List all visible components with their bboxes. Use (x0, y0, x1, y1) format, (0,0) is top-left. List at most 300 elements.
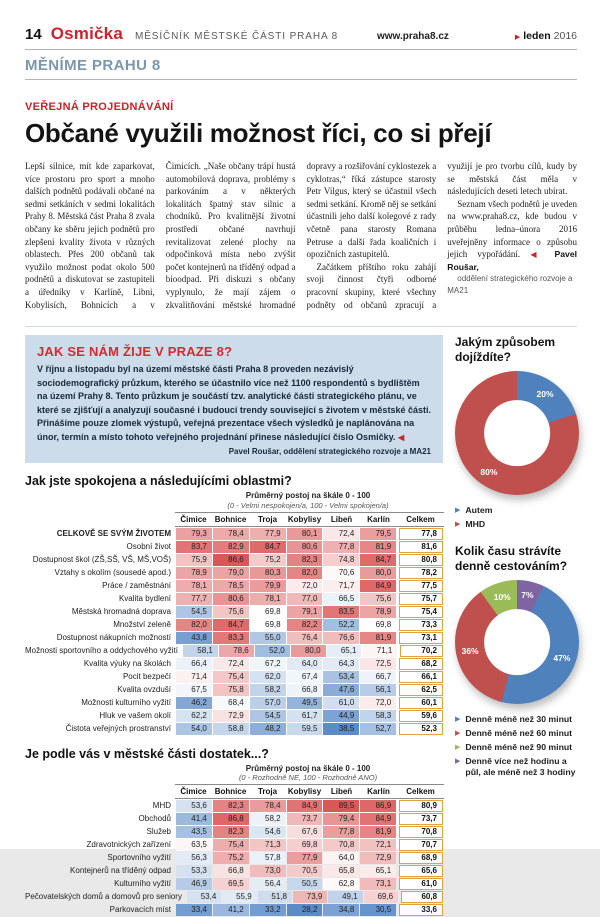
table-row (25, 800, 443, 813)
row-label: Parkovacích míst (109, 905, 171, 915)
row-label: Pečovatelských domů a domovů pro seniory (25, 892, 182, 902)
legend-marker-icon: ▶ (455, 730, 461, 737)
legend-label: Denně méně než 90 minut (465, 742, 573, 752)
value-cell: 44,9 (323, 710, 359, 722)
value-cell: 77,0 (287, 593, 323, 605)
column-header: Troja (257, 787, 278, 797)
total-cell: 77,5 (399, 580, 443, 592)
total-cell: 75,7 (399, 593, 443, 605)
value-cell: 80,3 (250, 567, 286, 579)
total-cell: 73,3 (399, 619, 443, 631)
value-cell: 84,7 (250, 541, 286, 553)
total-cell: 81,6 (399, 541, 443, 553)
value-cell: 71,4 (176, 671, 212, 683)
legend-item (455, 742, 577, 753)
sufficiency-table-heading: Je podle vás v městské části dostatek...? (25, 746, 269, 761)
legend-marker-icon: ▶ (455, 744, 461, 751)
row-label: Dostupnost nákupních možností (56, 632, 171, 642)
value-cell: 64,0 (323, 852, 359, 864)
value-cell: 72,0 (287, 580, 323, 592)
value-cell: 49,5 (287, 697, 323, 709)
value-cell: 75,6 (360, 593, 396, 605)
value-cell: 53,4 (323, 671, 359, 683)
row-label: Kvalita bydlení (118, 593, 171, 603)
table-row (25, 852, 443, 865)
legend-item (455, 728, 577, 739)
value-cell: 80,1 (287, 528, 323, 540)
value-cell: 79,1 (287, 606, 323, 618)
donut-hole (484, 609, 550, 675)
total-cell: 68,9 (399, 852, 443, 864)
commute-donut-chart (455, 371, 579, 495)
value-cell: 56,3 (176, 852, 212, 864)
value-cell: 58,1 (183, 645, 218, 657)
value-cell: 33,2 (250, 904, 286, 916)
article-paragraph (447, 198, 577, 296)
masthead-right (377, 30, 577, 42)
table-row (25, 697, 443, 710)
value-cell: 48,2 (250, 723, 286, 735)
value-cell: 79,4 (323, 813, 359, 825)
table-header-cells (175, 512, 444, 527)
infobox-title: JAK SE NÁM ŽIJE V PRAZE 8? (37, 344, 233, 359)
column-header: Kobylisy (287, 514, 322, 524)
slice-label: 7% (521, 590, 534, 601)
row-label: Práce / zaměstnání (102, 580, 171, 590)
row-label: Vztahy s okolím (sousedé apod.) (54, 567, 171, 577)
table-row (25, 891, 443, 904)
row-label: Osobní život (126, 541, 171, 551)
value-cell: 78,4 (213, 528, 249, 540)
column-header: Bohnice (214, 514, 247, 524)
value-cell: 78,4 (250, 800, 286, 812)
total-cell: 75,4 (399, 606, 443, 618)
value-cell: 70,8 (323, 839, 359, 851)
legend-marker-icon: ▶ (455, 758, 461, 765)
value-cell: 64,3 (323, 658, 359, 670)
value-cell: 38,5 (323, 723, 359, 735)
legend-marker-icon: ▶ (455, 521, 461, 528)
value-cell: 68,4 (213, 697, 249, 709)
value-cell: 78,1 (250, 593, 286, 605)
value-cell: 82,3 (287, 554, 323, 566)
value-cell: 78,9 (176, 567, 212, 579)
value-cell: 65,1 (327, 645, 362, 657)
total-cell: 66,1 (399, 671, 443, 683)
value-cell: 75,9 (176, 554, 212, 566)
value-cell: 55,9 (222, 891, 256, 903)
main-content (25, 335, 577, 917)
total-cell: 65,6 (399, 865, 443, 877)
value-cell: 79,9 (250, 580, 286, 592)
value-cell: 74,8 (323, 554, 359, 566)
value-cell: 79,5 (360, 528, 396, 540)
value-cell: 57,8 (250, 852, 286, 864)
value-cell: 76,4 (287, 632, 323, 644)
value-cell: 84,9 (287, 800, 323, 812)
value-cell: 82,3 (213, 800, 249, 812)
slice-label: 80% (480, 466, 498, 477)
infobox-byline: Pavel Roušar, oddělení strategického rozvoje a MA21 (228, 447, 431, 456)
total-cell: 33,6 (399, 904, 443, 916)
travel-time-chart-title: Kolik času strávíte denně cestováním? (455, 544, 568, 573)
value-cell: 56,1 (360, 684, 396, 696)
value-cell: 89,5 (323, 800, 359, 812)
column-header: Karlín (367, 514, 390, 524)
travel-time-chart-legend (455, 714, 577, 778)
value-cell: 66,8 (213, 865, 249, 877)
value-cell: 86,8 (213, 813, 249, 825)
value-cell: 33,4 (176, 904, 212, 916)
value-cell: 30,5 (360, 904, 396, 916)
value-cell: 70,6 (323, 567, 359, 579)
value-cell: 73,9 (293, 891, 327, 903)
slice-label: 20% (536, 389, 554, 400)
value-cell: 56,4 (250, 878, 286, 890)
total-cell: 70,8 (399, 826, 443, 838)
total-cell: 73,7 (399, 813, 443, 825)
value-cell: 61,0 (323, 697, 359, 709)
value-cell: 84,9 (360, 813, 396, 825)
value-cell: 67,5 (176, 684, 212, 696)
legend-marker-icon: ▶ (455, 716, 461, 723)
value-cell: 82,0 (287, 567, 323, 579)
value-cell: 52,7 (360, 723, 396, 735)
satisfaction-table-heading: Jak jste spokojena a následujícími oblastmi? (25, 474, 292, 488)
total-cell: 60,1 (399, 697, 443, 709)
value-cell: 82,3 (213, 826, 249, 838)
table-row (25, 878, 443, 891)
row-label: Hluk ve vašem okolí (99, 710, 171, 720)
total-cell: 68,2 (399, 658, 443, 670)
row-label: Možnosti sportovního a oddychového vyžití (25, 645, 178, 655)
legend-marker-icon: ▶ (455, 507, 461, 514)
value-cell: 72,9 (213, 710, 249, 722)
infobox-body (37, 363, 431, 444)
page-number: 14 (25, 26, 42, 43)
value-cell: 61,7 (287, 710, 323, 722)
value-cell: 81,9 (360, 826, 396, 838)
total-cell: 80,9 (399, 800, 443, 812)
value-cell: 75,2 (213, 852, 249, 864)
value-cell: 52,2 (323, 619, 359, 631)
value-cell: 72,4 (213, 658, 249, 670)
value-cell: 78,1 (176, 580, 212, 592)
table-header-cells (175, 784, 444, 799)
value-cell: 69,5 (213, 878, 249, 890)
table-header-spacer (25, 784, 175, 799)
divider (25, 326, 577, 327)
value-cell: 71,1 (362, 645, 397, 657)
table-row (25, 619, 443, 632)
value-cell: 70,5 (287, 865, 323, 877)
total-cell: 61,0 (399, 878, 443, 890)
value-cell: 46,9 (176, 878, 212, 890)
commute-chart-legend (455, 505, 577, 530)
masthead (25, 24, 577, 50)
value-cell: 81,9 (360, 632, 396, 644)
value-cell: 83,5 (323, 606, 359, 618)
row-label: Kontejnerů na tříděný odpad (70, 866, 171, 876)
value-cell: 41,4 (176, 813, 212, 825)
legend-item (455, 519, 577, 530)
value-cell: 50,5 (287, 878, 323, 890)
value-cell: 58,3 (360, 710, 396, 722)
article-byline-name: Pavel Roušar, (447, 249, 578, 272)
article-text: Seznam všech podnětů je uveden na www.praha8.cz, kde budou v průběhu ledna–února 2016 uveřejněny informace o způsobu jejich vypořádání. (447, 198, 577, 260)
issue-date (515, 30, 577, 42)
value-cell: 73,0 (250, 865, 286, 877)
row-label: Kulturního vyžití (114, 879, 171, 889)
table-row (25, 865, 443, 878)
value-cell: 77,9 (287, 852, 323, 864)
column-header: Celkem (406, 787, 435, 797)
table-header-spacer (25, 512, 175, 527)
value-cell: 34,8 (323, 904, 359, 916)
article-byline-dept: oddělení strategického rozvoje a MA21 (447, 274, 573, 295)
column-header: Čimice (180, 787, 207, 797)
website-link[interactable]: www.praha8.cz (377, 31, 449, 42)
row-label: Dostupnost škol (ZŠ,SŠ, VŠ, MŠ,VOŠ) (32, 554, 171, 564)
value-cell: 84,7 (360, 554, 396, 566)
infobox-text: V říjnu a listopadu byl na území městské části Praha 8 proveden nezávislý sociodemografický průzkum, kterého se účastnilo více než 1100 respondentů s bydlištěm na území Prahy 8. Tento průzkum je součástí tzv. analytické části strategického plánu, ve které se zjišťují a analyzují současné i budoucí trendy související s životem v městské části. Přinášíme pouze zlomek výstupů, veřejná prezentace všech výsledků je naplánována na únor, termín a místo tohoto veřejného projednání přinese následující číslo Osmičky. (37, 364, 431, 442)
satisfaction-table-scale (175, 491, 441, 510)
sufficiency-table (25, 784, 443, 917)
brand-logo: Osmička (50, 24, 123, 43)
scale-note: (0 - Velmi nespokojen/a, 100 - Velmi spokojen/a) (227, 500, 389, 510)
row-label: Zdravotnických zařízení (86, 840, 171, 850)
value-cell: 58,8 (213, 723, 249, 735)
total-cell: 52,3 (399, 723, 443, 735)
value-cell: 43,5 (176, 826, 212, 838)
value-cell: 67,4 (287, 671, 323, 683)
column-header: Libeň (330, 787, 353, 797)
value-cell: 57,0 (250, 697, 286, 709)
table-row (25, 684, 443, 697)
value-cell: 55,0 (250, 632, 286, 644)
value-cell: 71,3 (250, 839, 286, 851)
table-row (25, 723, 443, 736)
row-label: Městská hromadná doprava (71, 606, 171, 616)
row-label: Služeb (146, 827, 171, 837)
column-header: Troja (257, 514, 278, 524)
value-cell: 67,6 (287, 826, 323, 838)
slice-label: 47% (553, 653, 571, 664)
commute-chart-title: Jakým způsobem dojíždíte? (455, 335, 556, 364)
value-cell: 75,2 (250, 554, 286, 566)
value-cell: 84,7 (213, 619, 249, 631)
table-row (25, 580, 443, 593)
total-cell: 70,2 (400, 645, 443, 657)
value-cell: 72,9 (360, 852, 396, 864)
value-cell: 64,0 (287, 658, 323, 670)
value-cell: 71,7 (323, 580, 359, 592)
row-label: Možnosti kulturního vyžití (81, 697, 171, 707)
value-cell: 77,9 (250, 528, 286, 540)
value-cell: 72,5 (360, 658, 396, 670)
total-cell: 77,8 (399, 528, 443, 540)
legend-item (455, 714, 577, 725)
sufficiency-table-scale (175, 764, 441, 783)
table-row (25, 645, 443, 658)
value-cell: 47,6 (323, 684, 359, 696)
value-cell: 54,5 (176, 606, 212, 618)
value-cell: 78,9 (360, 606, 396, 618)
total-cell: 73,1 (399, 632, 443, 644)
row-label: Množství zeleně (113, 619, 171, 629)
total-cell: 70,7 (399, 839, 443, 851)
value-cell: 83,3 (213, 632, 249, 644)
scale-note: (0 - Rozhodně NE, 100 - Rozhodně ANO) (238, 773, 378, 783)
row-label: Kvalita ovzduší (117, 684, 171, 694)
value-cell: 79,3 (176, 528, 212, 540)
column-header: Čimice (180, 514, 207, 524)
legend-label: MHD (465, 519, 486, 529)
row-label: Obchodů (138, 814, 171, 824)
value-cell: 59,5 (287, 723, 323, 735)
article-body (25, 160, 577, 318)
value-cell: 28,2 (287, 904, 323, 916)
table-header-row (25, 784, 443, 799)
scale-title: Průměrný postoj na škále 0 - 100 (245, 491, 371, 500)
value-cell: 69,8 (360, 619, 396, 631)
value-cell: 75,6 (213, 606, 249, 618)
value-cell: 69,6 (364, 891, 398, 903)
value-cell: 69,8 (250, 606, 286, 618)
value-cell: 58,2 (250, 684, 286, 696)
table-row (25, 606, 443, 619)
table-row (25, 528, 443, 541)
satisfaction-table (25, 512, 443, 736)
value-cell: 65,8 (323, 865, 359, 877)
value-cell: 77,8 (323, 826, 359, 838)
row-label: CELKOVĚ SE SVÝM ŽIVOTEM (56, 528, 171, 538)
table-row (25, 671, 443, 684)
travel-time-donut-chart (455, 580, 579, 704)
value-cell: 63,5 (176, 839, 212, 851)
value-cell: 62,0 (250, 671, 286, 683)
donut-hole (484, 400, 550, 466)
value-cell: 73,7 (287, 813, 323, 825)
total-cell: 60,8 (401, 891, 443, 903)
table-row (25, 904, 443, 917)
table-row (25, 593, 443, 606)
column-header: Libeň (330, 514, 353, 524)
value-cell: 84,9 (360, 580, 396, 592)
value-cell: 58,2 (250, 813, 286, 825)
value-cell: 82,2 (287, 619, 323, 631)
issue-year: 2016 (553, 30, 577, 42)
value-cell: 62,2 (176, 710, 212, 722)
value-cell: 53,3 (176, 865, 212, 877)
row-label: Kvalita výuky na školách (83, 658, 171, 668)
value-cell: 77,7 (176, 593, 212, 605)
value-cell: 82,0 (176, 619, 212, 631)
table-row (25, 839, 443, 852)
total-cell: 59,6 (399, 710, 443, 722)
total-cell: 80,8 (399, 554, 443, 566)
value-cell: 79,0 (213, 567, 249, 579)
charts-sidebar (455, 335, 577, 917)
slice-label: 36% (461, 645, 479, 656)
table-row (25, 710, 443, 723)
value-cell: 54,5 (250, 710, 286, 722)
value-cell: 81,9 (360, 541, 396, 553)
column-header: Kobylisy (287, 787, 322, 797)
section-title: MĚNÍME PRAHU 8 (25, 50, 577, 80)
legend-label: Denně více než hodinu a půl, ale méně než 3 hodiny (465, 756, 576, 777)
table-row (25, 632, 443, 645)
value-cell: 66,7 (360, 671, 396, 683)
article-paragraph: Lepší silnice, mít kde zaparkovat, více prostoru pro sport a mnoho dalších podnětů podávali občané na sedmi setkáních v sedmi lokalitách Prahy 8. Městská část Praha 8 zvala občany ke sběru jejich podnětů pro zlepšení kvality života v různých oblastech. Přes 200 občanů tak využilo možnost podat okolo 500 podnětů a diskutovat se zastupiteli a úředníky v Karlíně, Libni, Kobylisích, Bohnicích a v Čimicích. „Naše občany trápí hustá automobilová doprava, problémy s parkováním a v některých lokalitách špatný stav silnic a chodníků. Pro kvalitnější životní prostředí občané navrhují revitalizovat zelené plochy na odpočinková místa nebo zvýšit počet kontejnerů na tříděný odpad a bioodpad. Při diskuzi s občany vyplynulo, že mají zájem o zkvalitňování městské hromadné dopravy a rozšiřování cyklostezek a cyklotras,“ říká zástupce starosty Petr Vilgus, který se účastnil všech sedmi setkání. Kromě něj se setkání účastnili jeho další kolegové z rady včetně pana starosty Romana Petruse a další řada koaličních i opozičních zastupitelů. (25, 161, 437, 310)
value-cell: 65,1 (360, 865, 396, 877)
value-cell: 54,0 (176, 723, 212, 735)
row-label: Sportovního vyžití (107, 853, 171, 863)
table-row (25, 813, 443, 826)
value-cell: 77,8 (323, 541, 359, 553)
legend-label: Denně méně než 30 minut (465, 714, 573, 724)
value-cell: 80,0 (291, 645, 326, 657)
table-row (25, 826, 443, 839)
table-row (25, 567, 443, 580)
value-cell: 51,8 (258, 891, 292, 903)
column-header: Karlín (367, 787, 390, 797)
value-cell: 80,6 (287, 541, 323, 553)
legend-label: Denně méně než 60 minut (465, 728, 573, 738)
value-cell: 72,1 (360, 839, 396, 851)
value-cell: 52,0 (255, 645, 290, 657)
masthead-tagline: MĚSÍČNÍK MĚSTSKÉ ČÁSTI PRAHA 8 (134, 31, 339, 42)
value-cell: 82,9 (213, 541, 249, 553)
arrow-right-icon: ▶ (514, 34, 521, 41)
value-cell: 46,2 (176, 697, 212, 709)
value-cell: 76,6 (323, 632, 359, 644)
table-row (25, 658, 443, 671)
value-cell: 67,2 (250, 658, 286, 670)
left-column (25, 335, 443, 917)
value-cell: 53,4 (187, 891, 221, 903)
value-cell: 62,8 (323, 878, 359, 890)
column-header: Celkem (406, 514, 435, 524)
survey-infobox (25, 335, 443, 463)
row-label: MHD (152, 801, 171, 811)
value-cell: 78,5 (213, 580, 249, 592)
value-cell: 73,1 (360, 878, 396, 890)
issue-month: leden (523, 30, 551, 42)
value-cell: 83,7 (176, 541, 212, 553)
value-cell: 78,6 (219, 645, 254, 657)
value-cell: 66,4 (176, 658, 212, 670)
value-cell: 80,0 (360, 567, 396, 579)
value-cell: 80,6 (213, 593, 249, 605)
scale-title: Průměrný postoj na škále 0 - 100 (245, 763, 371, 773)
value-cell: 43,8 (176, 632, 212, 644)
table-header-row (25, 512, 443, 527)
value-cell: 75,4 (213, 671, 249, 683)
value-cell: 86,9 (360, 800, 396, 812)
value-cell: 66,8 (287, 684, 323, 696)
value-cell: 54,6 (250, 826, 286, 838)
article-kicker: VEŘEJNÁ PROJEDNÁVÁNÍ (25, 101, 174, 113)
row-label: Čistota veřejných prostranství (65, 723, 171, 733)
column-header: Bohnice (214, 787, 247, 797)
infobox-end-mark-icon: ◀ (397, 432, 405, 442)
value-cell: 72,0 (360, 697, 396, 709)
value-cell: 53,6 (176, 800, 212, 812)
value-cell: 86,6 (213, 554, 249, 566)
legend-label: Autem (465, 505, 493, 515)
value-cell: 75,8 (213, 684, 249, 696)
